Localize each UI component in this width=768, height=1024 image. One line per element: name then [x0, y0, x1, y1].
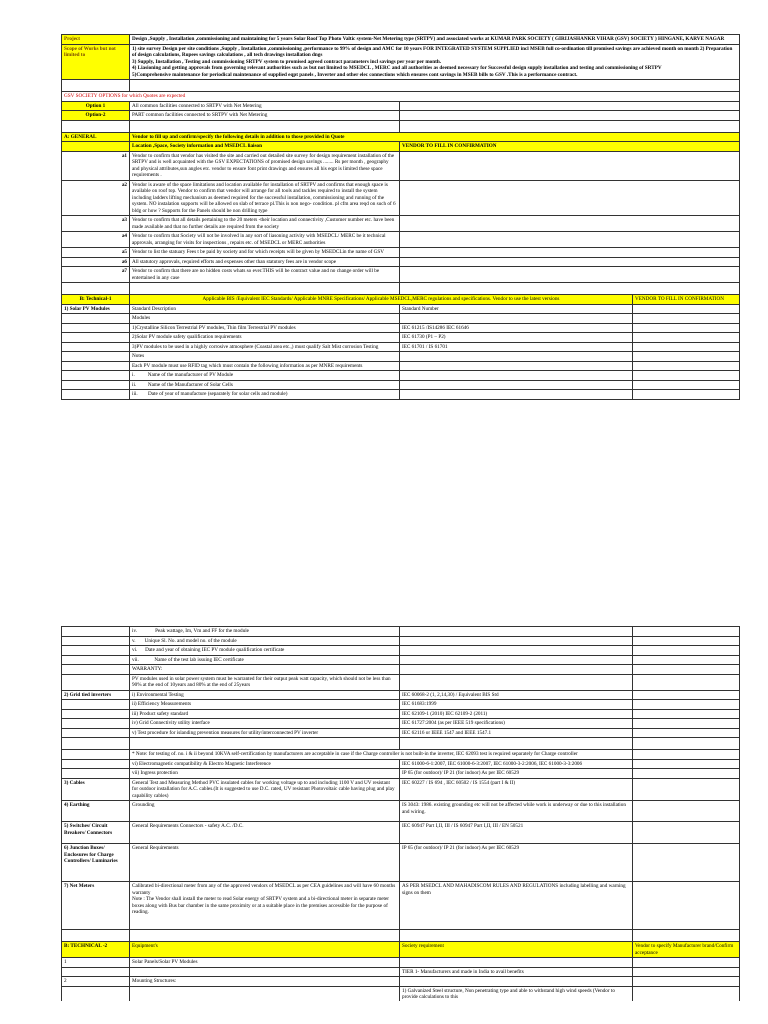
pv-row	[61, 324, 740, 334]
vendor-confirmation-cell[interactable]	[633, 882, 740, 929]
vendor-confirmation-cell[interactable]	[633, 801, 740, 821]
switches-label: 5) Switches/ Circuit Breakers/ Connectors	[62, 822, 130, 843]
spacer-row	[61, 80, 740, 92]
pv-desc: iii. Date of year of manufacture (separately for solar cells and module)	[130, 390, 400, 399]
inverter-desc: iii) Product safety standard	[130, 710, 400, 719]
tech2-no	[62, 968, 130, 977]
tech2-row	[61, 977, 740, 987]
inverter-desc: iv) Grid Connectivity utility interface	[130, 719, 400, 728]
vendor-confirmation-cell[interactable]	[400, 232, 740, 247]
pv-row	[61, 314, 740, 324]
pv-row	[61, 390, 740, 400]
net-meters-row	[61, 882, 740, 930]
inverter-desc: vii) Ingress protection	[130, 769, 400, 778]
pv-std: IEC 61730 (P1 – P2)	[400, 333, 633, 342]
pv-std	[400, 371, 633, 380]
inverter-std: IEC 61000-6-1:2007, IEC 61000-6-3:2007, IEC 61000-3-2:2006, IEC 61000-3-3:2006	[400, 760, 633, 769]
pv-std	[400, 381, 633, 390]
switches-desc: General Requirements Connectors - safety A.C. /D.C.	[130, 822, 400, 843]
pv-desc: ii. Name of the Manufacturer of Solar Cells	[130, 381, 400, 390]
pv-cont-row	[61, 626, 740, 637]
pv-cont-row	[61, 656, 740, 666]
pv-cont-desc: WARRANTY:	[130, 665, 400, 674]
vendor-confirmation-cell[interactable]	[633, 646, 740, 655]
pv-desc: Modules	[130, 314, 400, 323]
vendor-confirmation-cell[interactable]	[633, 987, 740, 1001]
junction-box-row	[61, 844, 740, 882]
pv-desc: 3)PV modules to be used in a highly corrosive atmosphere (Coastal area etc.,) must qualify Salt Mist corrosion Testing	[130, 343, 400, 352]
inverter-note-row	[61, 750, 740, 760]
vendor-confirmation-cell[interactable]	[633, 371, 740, 380]
pv-row	[61, 381, 740, 391]
item-text: Vendor to confirm that there are no hidden costs whats so ever.THIS will be contract value and no change order will be entertained in any case	[130, 267, 400, 282]
switches-row	[61, 822, 740, 844]
inverter-std: IEC 61683:1999	[400, 700, 633, 709]
inverter-row	[61, 760, 740, 770]
item-id: a2	[62, 181, 130, 216]
tech2-item	[130, 968, 400, 977]
inverter-row	[61, 710, 740, 720]
earthing-desc: Grounding	[130, 801, 400, 821]
tech2-vendor-column: Vendor to specify Manufacturer brand/Confirm acceptance	[633, 942, 740, 957]
item-text: All statutory approvals, required efforts and expenses other than statutory fees are in vendor scope	[130, 258, 400, 267]
pv-row	[61, 305, 740, 315]
vendor-confirmation-cell[interactable]	[633, 719, 740, 728]
item-text: Vendor to confirm that all details pertaining to the 20 meters -their location and connectivity ,Customer number etc. have been made available and that no further details are required from the society	[130, 216, 400, 231]
scope-text: 1) site survey Design per site conditions ,Supply , Installation ,commissioning ,performance to 99% of design and AMC for 10 years FOR INTEGRATED SYSTEM SUPPLIED incl MSEB full co-ordination till promised savings are achieved month on month 2) Preparation of design calculations, Rupees savings calculations , all tech drawings installation dngs 3) Supply, Installation , Testing and commissioning SRTPV system to promised agreed contract parameters incl savings per year per month. 4) Liasioning and getting approvals from governing relevant authorities such as but not limited to MSEDCL , MERC and all authorities as deemed necessary for Successful design supply installation and testing and commissioning of SRTPV 5)Comprehensive maintenance for periodical maintenance of supplied eqpt panels , Inverter and other elec connections which ensures cont savings in MSEB bills to GSV .This is a performance contract.	[130, 45, 740, 80]
net-meters-label: 7) Net Meters	[62, 882, 130, 929]
tech2-item: Solar Panels/Solar PV Modules	[130, 958, 400, 967]
item-id: a5	[62, 248, 130, 257]
scope-row	[61, 45, 740, 81]
inverter-std: IEC 62116 or IEEE 1547 and IEEE 1547.1	[400, 729, 633, 738]
gsv-options-title: GSV SOCIETY OPTIONS for which Quotes are expected	[62, 92, 740, 101]
item-id: a6	[62, 258, 130, 267]
option-label: Option-2	[62, 111, 130, 120]
general-instruction: Vendor to fill up and confirm/specify the following details in addition to those provided in Quote	[130, 133, 740, 142]
vendor-confirmation-cell[interactable]	[633, 362, 740, 371]
pv-std	[400, 390, 633, 399]
inverter-row	[61, 769, 740, 779]
general-subheader: Location ,Space, Society information and MSEDCL liaison	[130, 142, 400, 151]
tech1-instruction: Applicable BIS /Equivalent IEC Standards/ Applicable MNRE Specifications/ Applicable MSEDCL,MERC regulations and specifications. Vendor to use the latest versions	[130, 295, 633, 304]
tech2-no: 1	[62, 958, 130, 967]
cables-label: 3) Cables	[62, 779, 130, 801]
vendor-confirmation-cell[interactable]	[633, 627, 740, 636]
vendor-confirmation-cell[interactable]	[633, 822, 740, 843]
pv-std: Standard Number	[400, 305, 633, 314]
vendor-confirmation-cell[interactable]	[400, 248, 740, 257]
item-text: Vendor to confirm that Society will not be involved in any sort of liasoning activity with MSEDCL/ MERC be it technical approvals, arranging for visits for inspections , repairs etc. of MSEDCL or MERC authorities	[130, 232, 400, 247]
vendor-confirmation-cell[interactable]	[633, 750, 740, 759]
vendor-confirmation-cell[interactable]	[633, 665, 740, 674]
pv-label: 1) Solar PV Modules	[62, 305, 130, 314]
pv-row	[61, 333, 740, 343]
pv-cont-desc: PV modules used in solar power system must be warranted for their output peak watt capacity, which should not be less than 90% at the end of 10years and 80% at the end of 25years	[130, 675, 400, 690]
vendor-confirmation-cell[interactable]	[400, 258, 740, 267]
pv-cont-desc: v. Unique Sl. No. and model no. of the module	[130, 637, 400, 646]
sheet-page-1	[61, 34, 740, 400]
inverter-std: IEC 61727:2004 (as per IEEE 519 specifications)	[400, 719, 633, 728]
project-row	[61, 34, 740, 45]
scope-label: Scope of Works but not limited to	[62, 45, 130, 80]
pv-desc: 1)Crystalline Silicon Terrestrial PV modules, Thin film Terrestrial PV modules	[130, 324, 400, 333]
vendor-confirmation-cell[interactable]	[400, 216, 740, 231]
item-text: Vendor is aware of the space limitations and location available for installation of SRTPV and confirms that enough space is available on roof top. Vendor to confirm that vendor will arrange for all tools and tackles required to install the system including ladders lifting mechanism as deemed required for the successful installation, commissioning and running of the system. NO instalation supports will be allowed on slab of terrace pl.This is non nego- condition. pl cfm area reqd on such of 6 bldg or how ? Supports for the Panels should be non drilling type	[130, 181, 400, 216]
option-row-2	[61, 111, 740, 121]
vendor-confirmation-cell[interactable]	[633, 343, 740, 352]
sheet-page-2	[61, 626, 740, 1001]
pv-row	[61, 371, 740, 381]
pv-desc: Standard Description	[130, 305, 400, 314]
general-item-row	[61, 216, 740, 232]
inverter-row	[61, 700, 740, 710]
vendor-confirmation-cell[interactable]	[633, 381, 740, 390]
vendor-confirmation-cell[interactable]	[633, 760, 740, 769]
item-id: a4	[62, 232, 130, 247]
vendor-confirmation-cell[interactable]	[400, 181, 740, 216]
general-vendor-column: VENDOR TO FILL IN CONFIRMATION	[400, 142, 740, 151]
spacer-row	[61, 121, 740, 133]
general-item-row	[61, 248, 740, 258]
tech1-header-row	[61, 295, 740, 305]
general-subheader-row	[61, 142, 740, 152]
earthing-std: IS 3043: 1986. existing grounding etc will not be affected while work is underway or due to this installation and wiring.	[400, 801, 633, 821]
pv-desc: i. Name of the manufacturer of PV Module	[130, 371, 400, 380]
pv-row	[61, 343, 740, 353]
item-id: a1	[62, 152, 130, 180]
tech2-no: 2	[62, 977, 130, 986]
vendor-confirmation-cell[interactable]	[633, 958, 740, 967]
inverter-row	[61, 691, 740, 701]
pv-row	[61, 352, 740, 362]
tech2-row	[61, 987, 740, 1001]
item-text: Vendor to confirm that vendor has visited the site and carried out detailed site survey for design requirement installation of the SRTPV and is well acquainted with the GSV EXPECTATIONS of promised design savings ........ Rs per month , geography and physical attributes,sun angles etc. vendor to ensure font print drawings and ensures all his eqpt is limited these space requirements .	[130, 152, 400, 180]
pv-std: IEC 61701 / IS 61701	[400, 343, 633, 352]
pv-cont-desc: vi. Date and year of obtaining IEC PV module qualification certificate	[130, 646, 400, 655]
vendor-confirmation-cell[interactable]	[400, 152, 740, 180]
tech2-no	[62, 987, 130, 1001]
spacer-row	[61, 283, 740, 295]
vendor-confirmation-cell[interactable]	[633, 333, 740, 342]
inverter-note: * Note: for testing of. no. i & ii beyond 10KVA self-certification by manufacturers are acceptable in case if the Charge controller is not built-in the inverter, IEC 62093 test is required separately for Charge controller	[130, 750, 633, 759]
general-item-row	[61, 152, 740, 181]
pv-cont-desc: vii. Name of the test lab issuing IEC certificate	[130, 656, 400, 665]
vendor-confirmation-cell[interactable]	[633, 729, 740, 738]
junction-box-std: IP 65 (for outdoor)/ IP 21 (for indoor) As per IEC 60529	[400, 844, 633, 881]
inverter-std: IEC 60068-2 (1, 2,14,30) / Equivalent BIS Std	[400, 691, 633, 700]
general-label: A: GENERAL	[62, 133, 130, 142]
tech2-equipment-column: Equipment's	[130, 942, 400, 957]
vendor-confirmation-cell[interactable]	[400, 267, 740, 282]
earthing-row	[61, 801, 740, 822]
tech2-item: Mounting Structures:	[130, 977, 400, 986]
item-id: a3	[62, 216, 130, 231]
vendor-confirmation-cell[interactable]	[633, 324, 740, 333]
general-item-row	[61, 232, 740, 248]
vendor-confirmation-cell[interactable]	[633, 844, 740, 881]
junction-box-desc: General Requirements	[130, 844, 400, 881]
option-label: Option 1	[62, 102, 130, 111]
junction-box-label: 6) Junction Boxes/ Enclosures for Charge Controllers/ Luminaries	[62, 844, 130, 881]
tech2-req	[400, 977, 633, 986]
pv-desc: Each PV module must use RFID tag which must contain the following information as per MNRE requirements	[130, 362, 400, 371]
general-header-row	[61, 133, 740, 143]
inverter-label: 2) Grid tied inverters	[62, 691, 130, 700]
switches-std: IEC 60947 Part I,II, III / IS 60947 Part I,II, III / EN 50521	[400, 822, 633, 843]
pv-std	[400, 352, 633, 361]
vendor-confirmation-cell[interactable]	[633, 691, 740, 700]
vendor-confirmation-cell[interactable]	[633, 779, 740, 801]
pv-std	[400, 362, 633, 371]
vendor-confirmation-cell[interactable]	[633, 305, 740, 314]
net-meters-desc: Calibrated bi-directional meter from any of the approved vendors of MSEDCL as per CEA guidelines and will have 60 months warranty Note : The Vendor shall install the meter to read Solar energy of SRTPV system and a bi-directional meter in separate meter boxes along with Bus bar chamber in the same proximity or at a suitable place in the premises accessible for the purpose of reading.	[130, 882, 400, 929]
vendor-confirmation-cell[interactable]	[633, 314, 740, 323]
vendor-confirmation-cell[interactable]	[633, 710, 740, 719]
inverter-std: IP 65 (for outdoor)/ IP 21 (for indoor) As per IEC 60529	[400, 769, 633, 778]
pv-row	[61, 362, 740, 372]
project-label: Project	[62, 35, 130, 44]
general-item-row	[61, 181, 740, 217]
project-text: Design ,Supply , Installation ,commissioning and maintaining for 5 years Solar Roof Top Photo Valtic system-Net Metering type (SRTPV) and associated works at KUMAR PARK SOCIETY ( GIRIJASHANKR VIHAR (GSV) SOCIETY ) HINGANE, KARVE NAGAR	[130, 35, 740, 44]
pv-cont-desc: iv. Peak wattage, Im, Vm and FF for the module	[130, 627, 400, 636]
vendor-confirmation-cell[interactable]	[633, 656, 740, 665]
pv-cont-row	[61, 646, 740, 656]
inverter-row	[61, 719, 740, 729]
pv-cont-row	[61, 637, 740, 647]
earthing-label: 4) Earthing	[62, 801, 130, 821]
spacer-row	[61, 738, 740, 750]
net-meters-std: AS PER MSEDCL AND MAHADISCOM RULES AND REGULATIONS including labelling and warning signs on them	[400, 882, 633, 929]
tech2-item	[130, 987, 400, 1001]
vendor-confirmation-cell[interactable]	[633, 977, 740, 986]
tech2-row	[61, 968, 740, 978]
inverter-desc: ii) Efficiency Measurements	[130, 700, 400, 709]
option-text: All common facilities connected to SRTPV with Net Metering	[130, 102, 400, 111]
vendor-confirmation-cell[interactable]	[633, 390, 740, 399]
vendor-confirmation-cell[interactable]	[633, 968, 740, 977]
tech2-header-row	[61, 942, 740, 958]
item-text: Vendor to list the statuary Fees t be paid by society and for which receipts will be given by MSEDCLin the name of GSV	[130, 248, 400, 257]
inverter-desc: i) Environmental Testing	[130, 691, 400, 700]
vendor-confirmation-cell[interactable]	[633, 352, 740, 361]
cables-std: IEC 60227 / IS 694 , IEC 60502 / IS 1554 (part I & II)	[400, 779, 633, 801]
general-item-row	[61, 258, 740, 268]
inverter-desc: v) Test procedure for islanding prevention measures for utility/interconnected PV inverter	[130, 729, 400, 738]
pv-desc: 2)Solar PV module safety qualification requirements	[130, 333, 400, 342]
spacer-row	[61, 930, 740, 942]
tech2-row	[61, 958, 740, 968]
gsv-options-title-row	[61, 92, 740, 102]
option-row-1	[61, 102, 740, 112]
item-id: a7	[62, 267, 130, 282]
tech2-req: 1) Galvanized Steel structure, Non penetrating type and able to withstand high wind speeds (Vendor to provide calculations to this	[400, 987, 633, 1001]
tech2-req	[400, 958, 633, 967]
inverter-desc: vi) Electromagnetic compatibility & Electro Magnetic Interference	[130, 760, 400, 769]
pv-cont-row	[61, 665, 740, 675]
pv-desc: Notes	[130, 352, 400, 361]
tech2-label: B: TECHNICAL -2	[62, 942, 130, 957]
tech1-vendor-column: VENDOR TO FILL IN CONFIRMATION	[633, 295, 740, 304]
cables-row	[61, 779, 740, 802]
option-text: PART common facilities connected to SRTPV with Net Metering	[130, 111, 400, 120]
pv-std: IEC 61215 /IS14286 IEC 61646	[400, 324, 633, 333]
vendor-confirmation-cell[interactable]	[633, 769, 740, 778]
cables-desc: General Test and Measuring Method PVC insulated cables for working voltage up to and including 1100 V and UV resistant for outdoor installation for A.C. cables.(It is suggested to use D.C. rated, UV resistant Photovoltaic cable having plug and play capability cables)	[130, 779, 400, 801]
inverter-std: IEC 62109-1 (2010) IEC 62109-2 (2011)	[400, 710, 633, 719]
pv-cont-row	[61, 675, 740, 691]
tech1-label: B: Technical-1	[62, 295, 130, 304]
tech2-requirement-column: Society requirement	[400, 942, 633, 957]
pv-std	[400, 314, 633, 323]
vendor-confirmation-cell[interactable]	[633, 637, 740, 646]
vendor-confirmation-cell[interactable]	[633, 675, 740, 690]
tech2-req: TIER 1- Manufacturers and made in India to avail benefits	[400, 968, 633, 977]
general-item-row	[61, 267, 740, 283]
vendor-confirmation-cell[interactable]	[633, 700, 740, 709]
inverter-row	[61, 729, 740, 739]
